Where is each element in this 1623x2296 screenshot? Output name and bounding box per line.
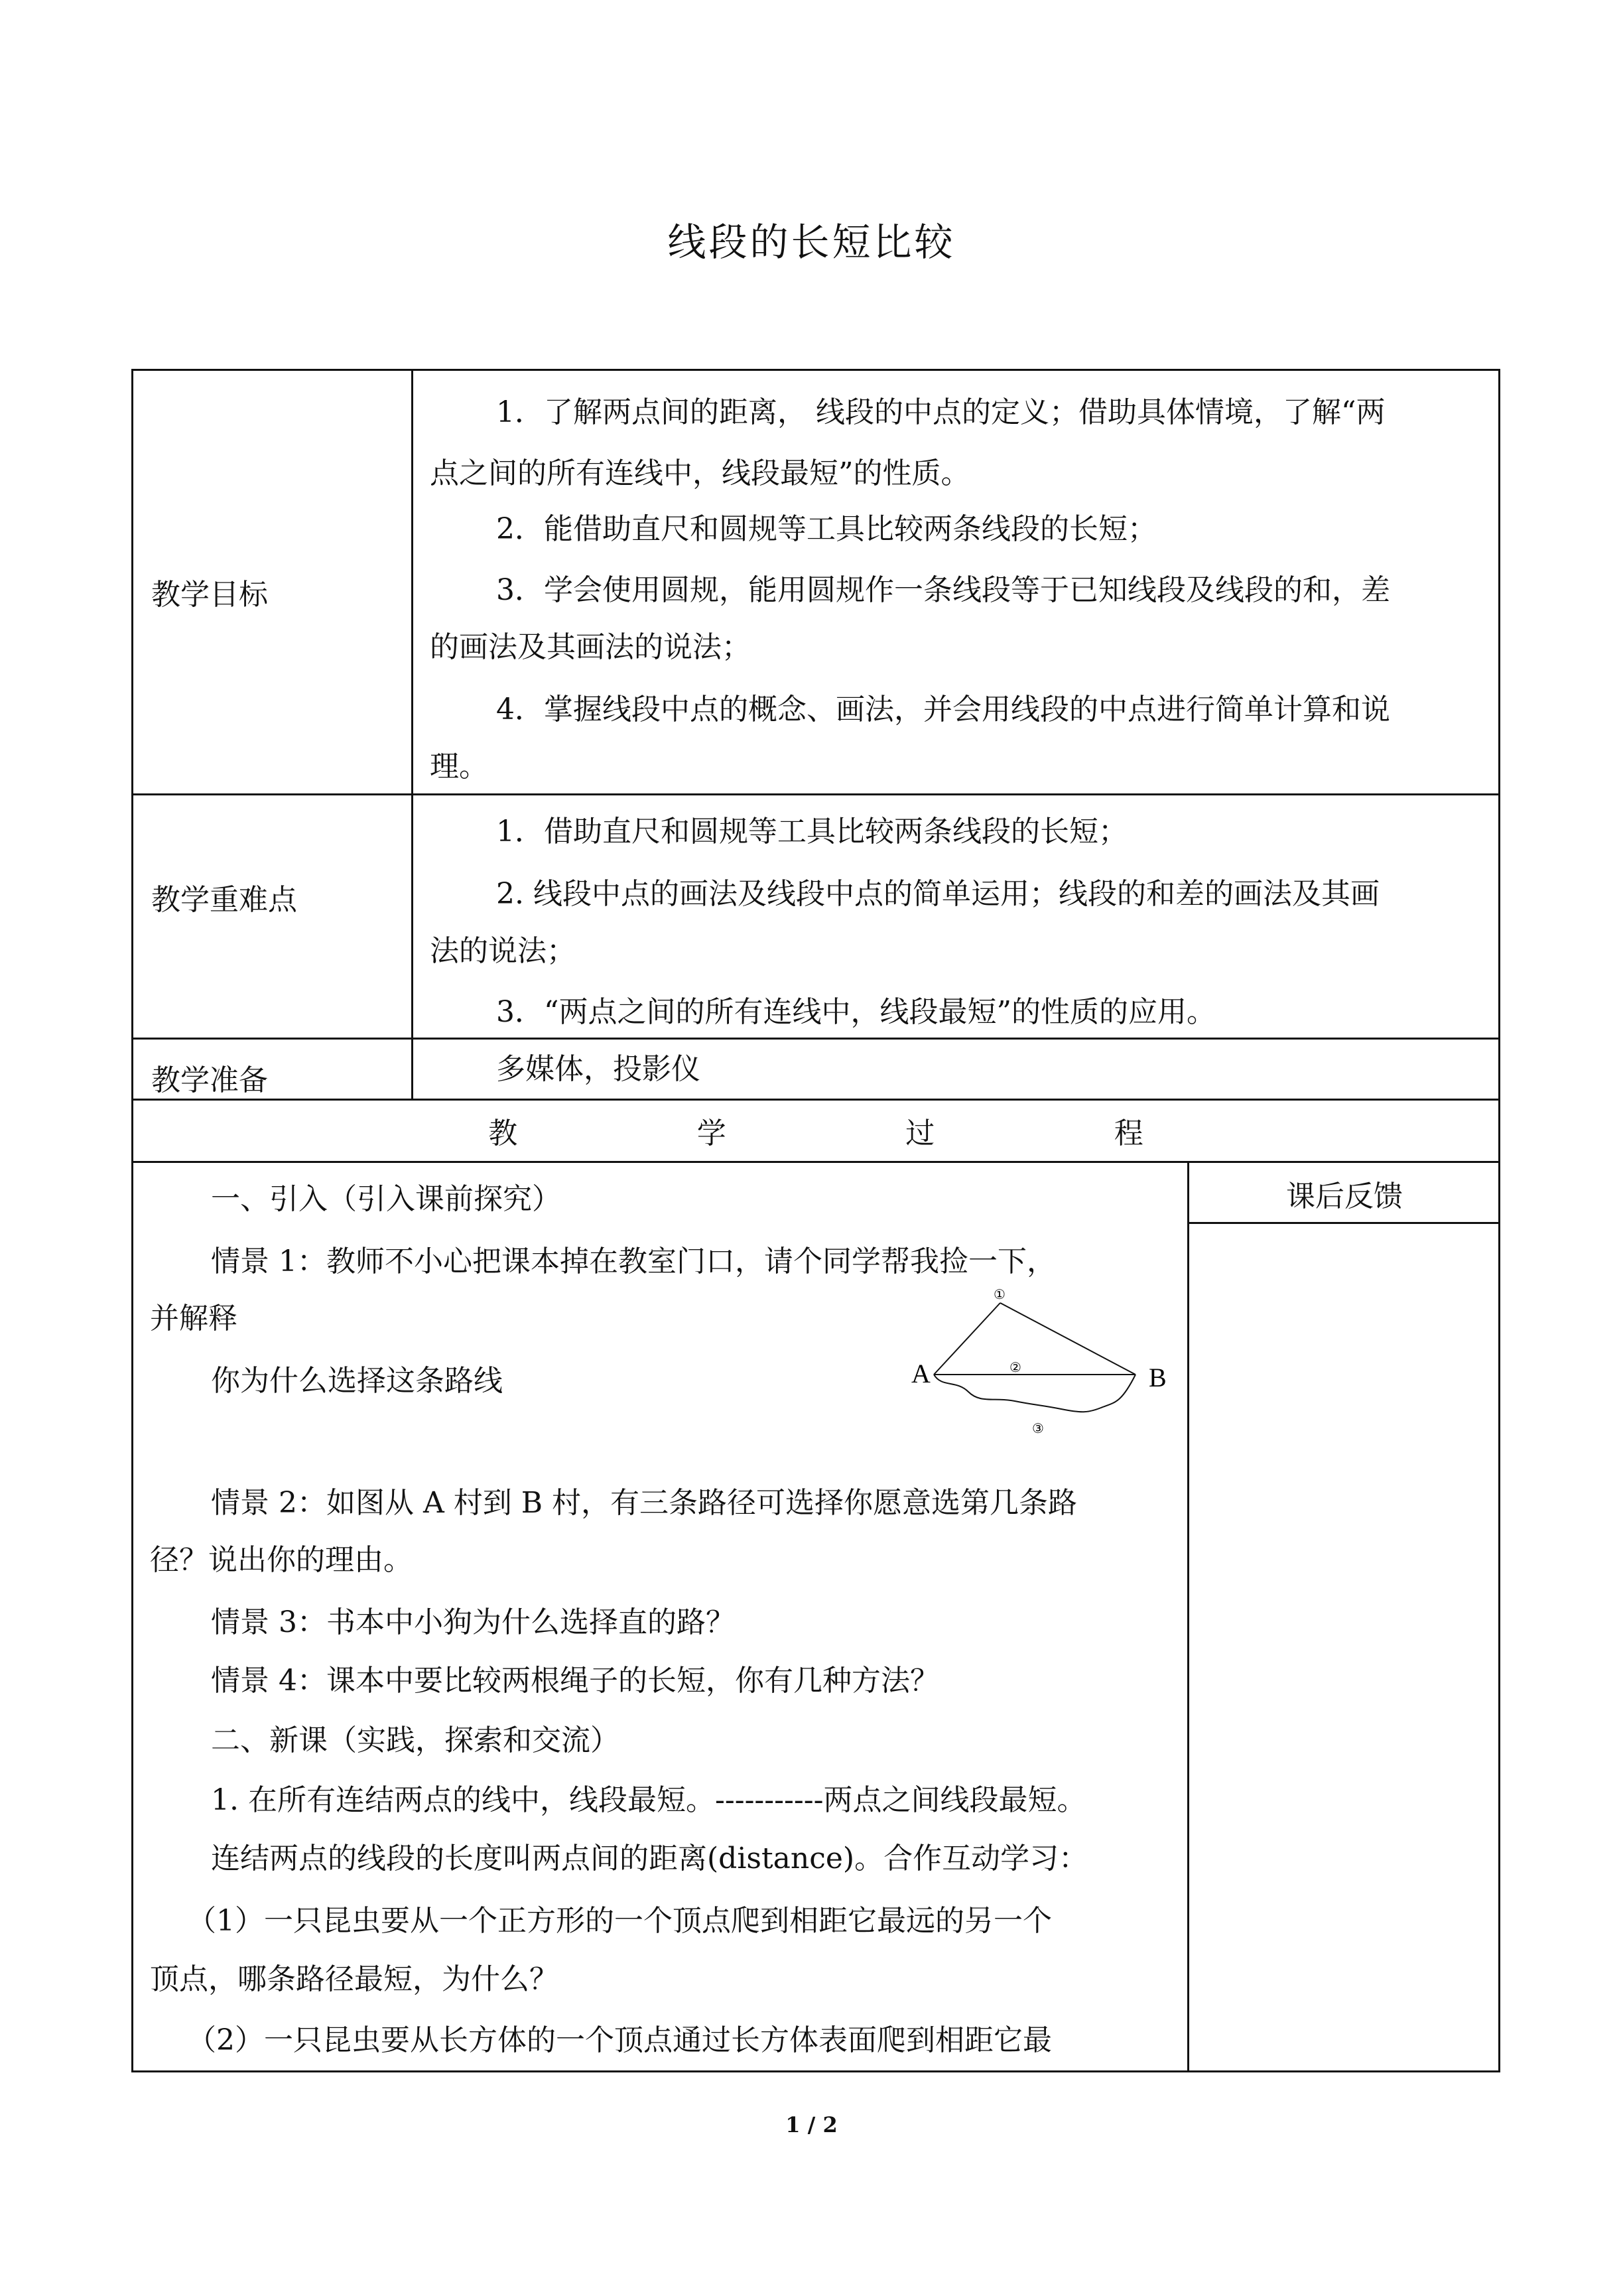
process-line: 情景 1：教师不小心把课本掉在教室门口，请个同学帮我捡一下， <box>211 1245 1056 1278</box>
preparation-label: 教学准备 <box>151 1063 268 1097</box>
key-point-line: 3．“两点之间的所有连线中，线段最短”的性质的应用。 <box>496 995 1216 1029</box>
process-header <box>133 1100 1498 1161</box>
feedback-column-divider <box>1187 1161 1189 2072</box>
process-line: （1）一只昆虫要从一个正方形的一个顶点爬到相距它最远的另一个 <box>187 1904 1052 1938</box>
path-1-upper-left <box>934 1303 1000 1375</box>
objective-line: 1．了解两点间的距离， 线段的中点的定义；借助具体情境，了解“两 <box>496 395 1386 429</box>
path-3-winding <box>934 1375 1136 1412</box>
path-3-label: ③ <box>1032 1420 1044 1436</box>
key-point-line: 2. 线段中点的画法及线段中点的简单运用；线段的和差的画法及其画 <box>496 877 1380 911</box>
objective-line: 2．能借助直尺和圆规等工具比较两条线段的长短； <box>496 512 1157 546</box>
process-line: 你为什么选择这条路线 <box>211 1364 503 1398</box>
path-2-label: ② <box>1009 1359 1021 1375</box>
process-line: 顶点，哪条路径最短，为什么？ <box>150 1962 558 1996</box>
process-line: 径？说出你的理由。 <box>150 1543 413 1577</box>
process-line: 情景 2：如图从 A 村到 B 村，有三条路径可选择你愿意选第几条路 <box>211 1486 1078 1520</box>
row-divider <box>131 793 1500 795</box>
key-point-line: 法的说法； <box>430 934 576 968</box>
objective-line: 理。 <box>430 750 488 783</box>
objectives-label: 教学目标 <box>151 578 268 612</box>
label-column-divider <box>411 369 413 1100</box>
process-header-char: 教 <box>488 1116 518 1150</box>
process-line: （2）一只昆虫要从长方体的一个顶点通过长方体表面爬到相距它最 <box>187 2023 1052 2057</box>
process-line: 一、引入（引入课前探究） <box>211 1182 561 1216</box>
page-number: 1 / 2 <box>785 2112 838 2137</box>
feedback-header-divider <box>1187 1222 1500 1224</box>
objective-line: 3．学会使用圆规，能用圆规作一条线段等于已知线段及线段的和，差 <box>496 573 1390 607</box>
objective-line: 点之间的所有连线中，线段最短”的性质。 <box>430 456 970 490</box>
process-line: 并解释 <box>150 1302 237 1335</box>
path-1-label: ① <box>994 1286 1006 1302</box>
row-divider <box>131 1161 1500 1163</box>
point-b-label: B <box>1149 1363 1167 1392</box>
process-line: 连结两点的线段的长度叫两点间的距离(distance)。合作互动学习： <box>211 1842 1088 1875</box>
process-line: 情景 3：书本中小狗为什么选择直的路？ <box>211 1605 735 1639</box>
key-points-label: 教学重难点 <box>151 883 297 917</box>
process-header-char: 过 <box>905 1116 935 1150</box>
objective-line: 的画法及其画法的说法； <box>430 630 751 664</box>
process-header-char: 学 <box>696 1116 726 1150</box>
page-title: 线段的长短比较 <box>667 220 956 265</box>
point-a-label: A <box>911 1359 931 1388</box>
objective-line: 4．掌握线段中点的概念、画法，并会用线段的中点进行简单计算和说 <box>496 693 1390 726</box>
feedback-header: 课后反馈 <box>1286 1180 1403 1213</box>
process-line: 二、新课（实践，探索和交流） <box>211 1723 619 1757</box>
path-diagram <box>902 1280 1181 1440</box>
preparation-text: 多媒体，投影仪 <box>496 1052 700 1086</box>
key-point-line: 1．借助直尺和圆规等工具比较两条线段的长短； <box>496 815 1128 848</box>
process-line: 情景 4：课本中要比较两根绳子的长短，你有几种方法？ <box>211 1664 939 1698</box>
process-line: 1. 在所有连结两点的线中，线段最短。-----------两点之间线段最短。 <box>211 1783 1086 1817</box>
process-header-char: 程 <box>1114 1116 1143 1150</box>
